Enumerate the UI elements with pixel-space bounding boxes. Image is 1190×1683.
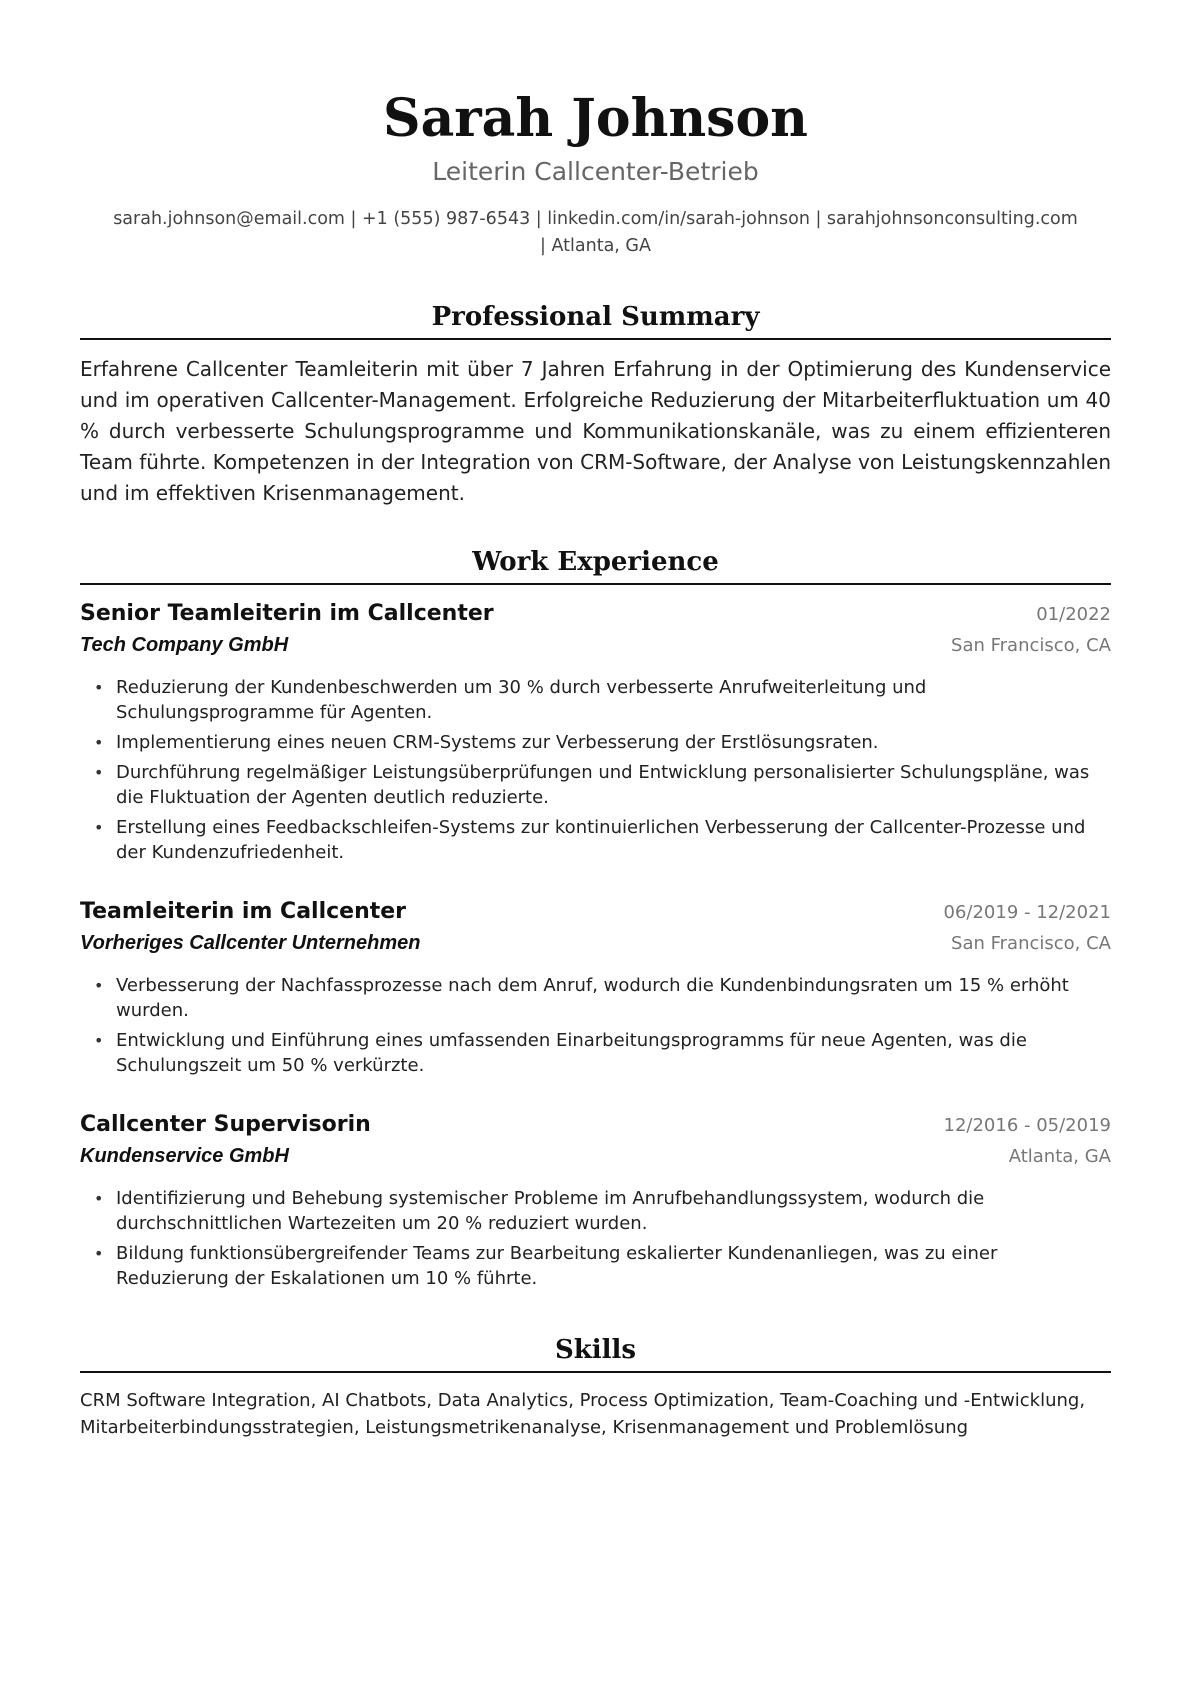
contact-line-2: | Atlanta, GA	[540, 236, 651, 256]
contact-info	[80, 206, 1111, 260]
bullet-item: • Implementierung eines neuen CRM-Systems zur Verbesserung der Erstlösungsraten.	[116, 730, 1111, 755]
job-bullets	[80, 973, 1111, 1078]
bullet-item: • Reduzierung der Kundenbeschwerden um 30 % durch verbesserte Anrufweiterleitung und Schulungsprogramme für Agenten.	[116, 675, 1111, 725]
company-name: Vorheriges Callcenter Unternehmen	[80, 932, 421, 954]
candidate-name: Sarah Johnson	[383, 88, 808, 149]
bullet-item: • Verbesserung der Nachfassprozesse nach dem Anruf, wodurch die Kundenbindungsraten um 15 % erhöht wurden.	[116, 973, 1111, 1023]
job-title-subtitle: Leiterin Callcenter-Betrieb	[432, 157, 759, 186]
experience-section	[80, 545, 1111, 1291]
bullet-item: • Entwicklung und Einführung eines umfassenden Einarbeitungsprogramms für neue Agenten, was die Schulungszeit um 50 % verkürzte.	[116, 1028, 1111, 1078]
resume-page	[80, 0, 1111, 1441]
summary-heading: Professional Summary	[80, 300, 1111, 340]
job-location: San Francisco, CA	[951, 635, 1111, 656]
summary-text: Erfahrene Callcenter Teamleiterin mit über 7 Jahren Erfahrung in der Optimierung des Kundenservice und im operativen Callcenter-Management. Erfolgreiche Reduzierung der Mitarbeiterfluktuation um 40 % durch verbesserte Schulungsprogramme und Kommunikationskanäle, was zu einem effizienteren Team führte. Kompetenzen in der Integration von CRM-Software, der Analyse von Leistungskennzahlen und im effektiven Krisenmanagement.	[80, 357, 1111, 505]
job-entry	[80, 897, 1111, 1078]
bullet-item: • Identifizierung und Behebung systemischer Probleme im Anrufbehandlungssystem, wodurch die durchschnittlichen Wartezeiten um 20 % reduziert wurden.	[116, 1186, 1111, 1236]
job-title: Teamleiterin im Callcenter	[80, 899, 407, 924]
contact-line-1: sarah.johnson@email.com | +1 (555) 987-6543 | linkedin.com/in/sarah-johnson | sarahjohnsonconsulting.com	[113, 209, 1078, 229]
job-bullets	[80, 1186, 1111, 1291]
job-entry	[80, 599, 1111, 865]
summary-section	[80, 300, 1111, 509]
bullet-item: • Bildung funktionsübergreifender Teams zur Bearbeitung eskalierter Kundenanliegen, was zu einer Reduzierung der Eskalationen um 10 % führte.	[116, 1241, 1111, 1291]
skills-text: CRM Software Integration, AI Chatbots, Data Analytics, Process Optimization, Team-Coaching und -Entwicklung, Mitarbeiterbindungsstrategien, Leistungsmetrikenanalyse, Krisenmanagement und Problemlösung	[80, 1390, 1086, 1438]
job-date: 01/2022	[1036, 604, 1111, 625]
skills-heading: Skills	[80, 1333, 1111, 1373]
job-location: Atlanta, GA	[1008, 1146, 1111, 1167]
job-title: Senior Teamleiterin im Callcenter	[80, 601, 494, 626]
job-title: Callcenter Supervisorin	[80, 1112, 371, 1137]
job-bullets	[80, 675, 1111, 865]
bullet-item: • Durchführung regelmäßiger Leistungsüberprüfungen und Entwicklung personalisierter Schulungspläne, was die Fluktuation der Agenten deutlich reduzierte.	[116, 760, 1111, 810]
bullet-item: • Erstellung eines Feedbackschleifen-Systems zur kontinuierlichen Verbesserung der Callcenter-Prozesse und der Kundenzufriedenheit.	[116, 815, 1111, 865]
job-entry	[80, 1110, 1111, 1291]
company-name: Kundenservice GmbH	[80, 1145, 289, 1167]
skills-section	[80, 1333, 1111, 1441]
company-name: Tech Company GmbH	[80, 634, 289, 656]
job-date: 06/2019 - 12/2021	[943, 902, 1111, 923]
job-location: San Francisco, CA	[951, 933, 1111, 954]
experience-heading: Work Experience	[80, 545, 1111, 585]
job-date: 12/2016 - 05/2019	[943, 1115, 1111, 1136]
